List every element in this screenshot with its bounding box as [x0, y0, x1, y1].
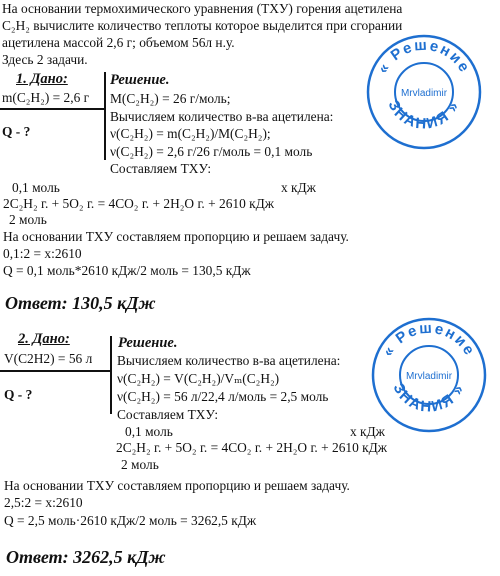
task2-given-value: V(C2H2) = 56 л — [4, 351, 93, 366]
task2-line-1: Вычисляем количество в-ва ацетилена: — [117, 353, 341, 368]
task2-eq-top-left: 0,1 моль — [125, 424, 173, 439]
intro-line-1: На основании термохимического уравнения (ТХУ) горения ацетилена — [2, 1, 403, 16]
intro-line-4: Здесь 2 задачи. — [2, 52, 88, 67]
task1-given-divider — [0, 108, 104, 110]
svg-text:Mrvladimir: Mrvladimir — [405, 371, 453, 382]
svg-text:« Решение: « Решение — [374, 36, 474, 77]
task1-eq-bottom: 2 моль — [9, 212, 47, 227]
task2-line-3: ν(C₂H₂) = 56 л/22,4 л/моль = 2,5 моль — [117, 389, 329, 404]
task2-find: Q - ? — [4, 387, 33, 402]
task1-line-2: Вычисляем количество в-ва ацетилена: — [110, 109, 334, 124]
task1-line-4: ν(C₂H₂) = 2,6 г/26 г/моль = 0,1 моль — [110, 144, 313, 159]
svg-text:« Решение: « Решение — [379, 319, 479, 360]
task2-solution-title: Решение. — [118, 335, 178, 351]
task2-equation: 2C₂H₂ г. + 5O₂ г. = 4CO₂ г. + 2H₂O г. + 2610 кДж — [116, 440, 388, 455]
task1-eq-top-left: 0,1 моль — [12, 180, 60, 195]
task1-solution-title: Решение. — [110, 72, 170, 88]
svg-text:ЗНАНИЯ »: ЗНАНИЯ » — [384, 97, 464, 133]
svg-text:ЗНАНИЯ »: ЗНАНИЯ » — [389, 380, 469, 416]
task2-proportion-intro: На основании ТХУ составляем пропорцию и решаем задачу. — [4, 478, 350, 493]
task2-line-4: Составляем ТХУ: — [117, 407, 219, 422]
task2-answer: Ответ: 3262,5 кДж — [6, 547, 166, 567]
intro-line-3: ацетилена массой 2,6 г; объемом 56л н.у. — [2, 35, 235, 50]
task2-eq-bottom: 2 моль — [121, 457, 159, 472]
task2-given-divider — [0, 370, 110, 372]
stamp-seal — [365, 33, 483, 151]
task2-given-title: 2. Дано: — [18, 331, 70, 347]
task1-given-value: m(C₂H₂) = 2,6 г — [2, 90, 90, 105]
task2-line-2: ν(C₂H₂) = V(C₂H₂)/Vₘ(C₂H₂) — [117, 371, 280, 386]
task1-proportion: 0,1:2 = x:2610 — [3, 246, 82, 261]
task1-find: Q - ? — [2, 124, 31, 139]
stamp-seal — [370, 316, 488, 434]
svg-text:Mrvladimir: Mrvladimir — [400, 88, 448, 99]
task2-result: Q = 2,5 моль·2610 кДж/2 моль = 3262,5 кДж — [4, 513, 257, 528]
task2-proportion: 2,5:2 = x:2610 — [4, 495, 83, 510]
task1-eq-top-right: x кДж — [281, 180, 316, 195]
task1-line-3: ν(C₂H₂) = m(C₂H₂)/M(C₂H₂); — [110, 126, 271, 141]
task1-column-divider — [104, 72, 106, 160]
task1-line-5: Составляем ТХУ: — [110, 161, 212, 176]
task1-answer: Ответ: 130,5 кДж — [5, 293, 156, 313]
task1-result: Q = 0,1 моль*2610 кДж/2 моль = 130,5 кДж — [3, 263, 251, 278]
task1-line-1: M(C₂H₂) = 26 г/моль; — [110, 91, 231, 106]
task1-proportion-intro: На основании ТХУ составляем пропорцию и решаем задачу. — [3, 229, 349, 244]
intro-line-2: C₂H₂ вычислите количество теплоты которое выделится при сгорании — [2, 18, 403, 33]
task2-eq-top-right: x кДж — [350, 424, 385, 439]
task1-given-title: 1. Дано: — [16, 71, 68, 87]
task2-column-divider — [110, 336, 112, 414]
task1-equation: 2C₂H₂ г. + 5O₂ г. = 4CO₂ г. + 2H₂O г. + 2610 кДж — [3, 196, 275, 211]
